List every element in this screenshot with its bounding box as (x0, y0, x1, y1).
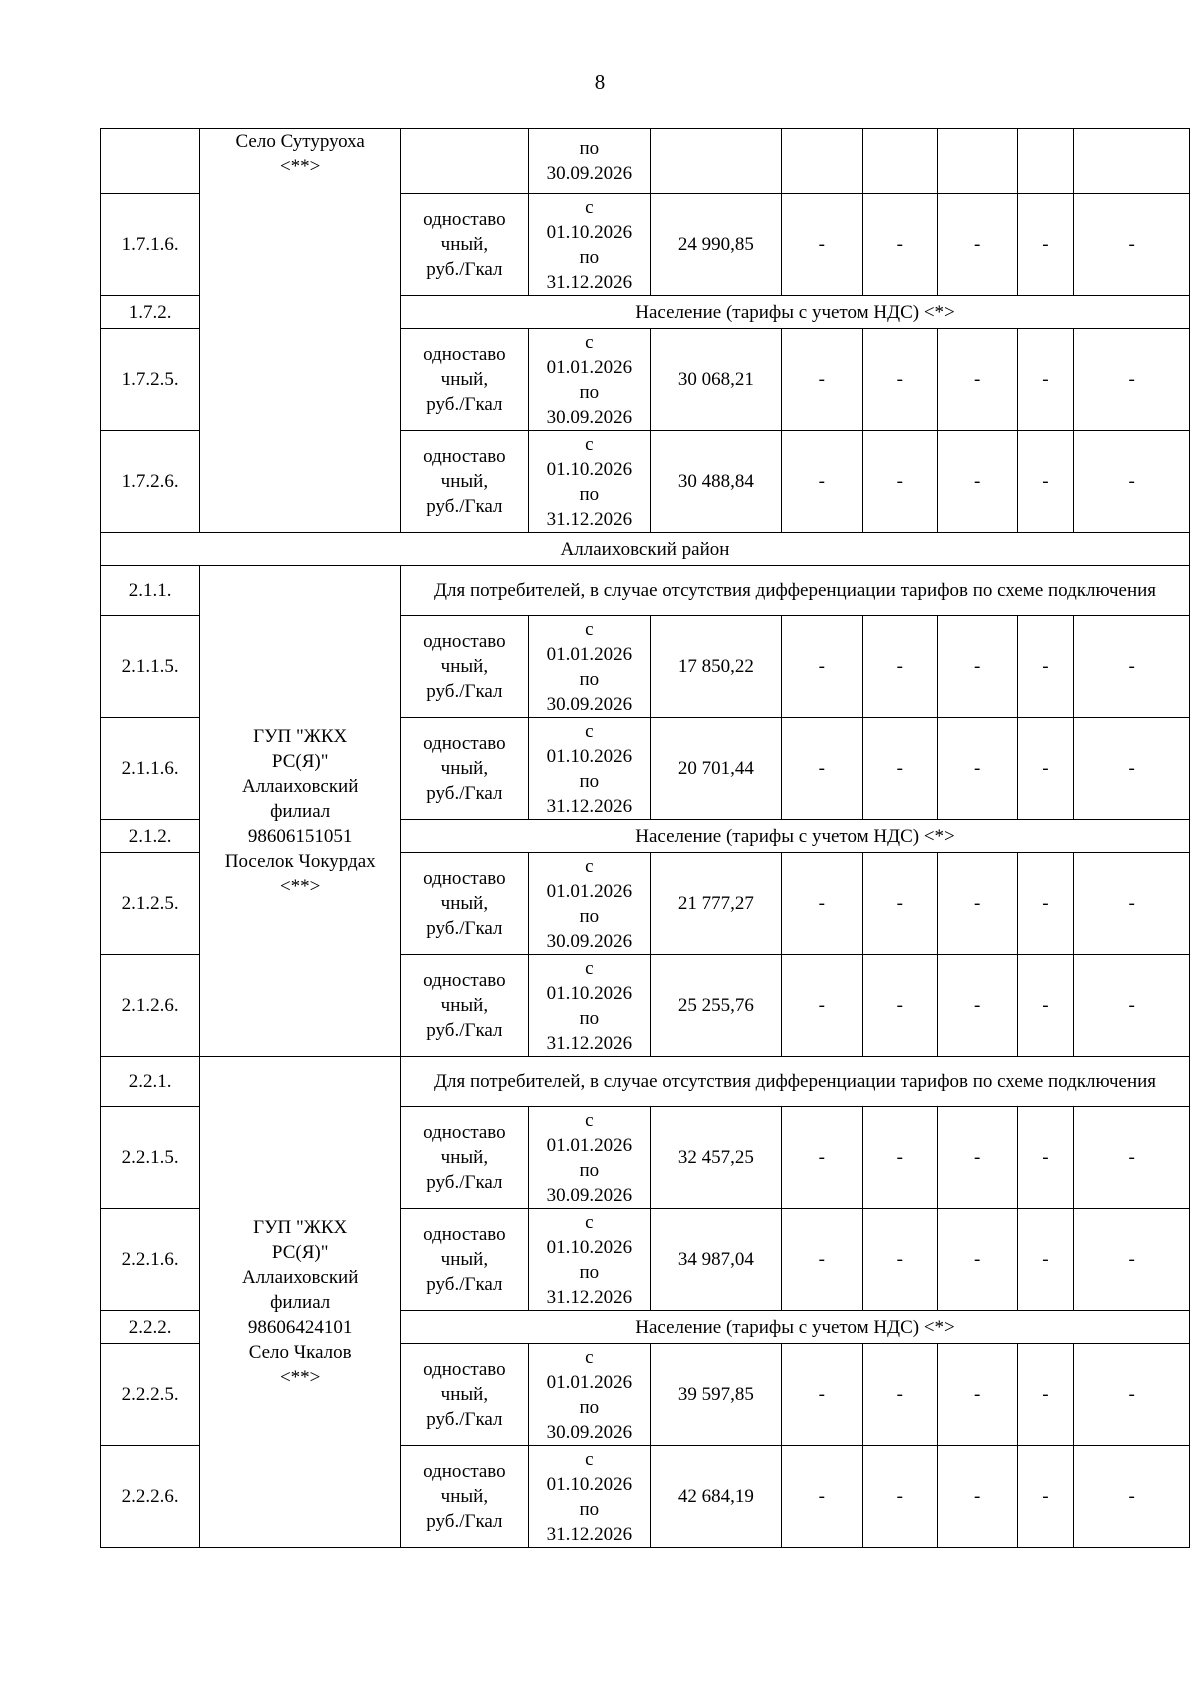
tariff-table (100, 128, 1190, 1548)
dash-cell: - (862, 1344, 937, 1446)
value-cell: 17 850,22 (650, 616, 781, 718)
tariff-type-cell: одноставо чный, руб./Гкал (401, 329, 529, 431)
district-row (101, 533, 1190, 566)
group-label-cell: Население (тарифы с учетом НДС) <*> (401, 1311, 1190, 1344)
value-cell: 24 990,85 (650, 194, 781, 296)
row-number-cell (101, 129, 200, 194)
dash-cell: - (862, 431, 937, 533)
tariff-type-cell: одноставо чный, руб./Гкал (401, 1209, 529, 1311)
dash-cell: - (1074, 718, 1190, 820)
group-label-cell: Население (тарифы с учетом НДС) <*> (401, 296, 1190, 329)
dash-cell: - (1017, 1107, 1074, 1209)
dash-cell: - (862, 194, 937, 296)
period-cell: с 01.01.2026 по 30.09.2026 (528, 853, 650, 955)
tariff-type-cell: одноставо чный, руб./Гкал (401, 1107, 529, 1209)
dash-cell: - (937, 853, 1017, 955)
dash-cell: - (1017, 431, 1074, 533)
tariff-type-cell: одноставо чный, руб./Гкал (401, 616, 529, 718)
value-cell: 20 701,44 (650, 718, 781, 820)
dash-cell: - (1017, 616, 1074, 718)
dash-cell: - (1017, 955, 1074, 1057)
dash-cell: - (862, 616, 937, 718)
period-cell: с 01.01.2026 по 30.09.2026 (528, 1107, 650, 1209)
empty-cell (781, 129, 862, 194)
period-cell: с 01.01.2026 по 30.09.2026 (528, 616, 650, 718)
dash-cell: - (937, 1107, 1017, 1209)
tariff-type-cell: одноставо чный, руб./Гкал (401, 718, 529, 820)
dash-cell: - (1074, 1107, 1190, 1209)
tariff-type-cell: одноставо чный, руб./Гкал (401, 1446, 529, 1548)
dash-cell: - (781, 616, 862, 718)
tariff-type-cell: одноставо чный, руб./Гкал (401, 431, 529, 533)
period-cell: с 01.01.2026 по 30.09.2026 (528, 329, 650, 431)
value-cell: 30 068,21 (650, 329, 781, 431)
row-number-cell: 2.1.2.5. (101, 853, 200, 955)
group-label-cell: Для потребителей, в случае отсутствия дифференциации тарифов по схеме подключения (401, 566, 1190, 616)
period-cell: по 30.09.2026 (528, 129, 650, 194)
tariff-type-cell: одноставо чный, руб./Гкал (401, 1344, 529, 1446)
dash-cell: - (1017, 718, 1074, 820)
dash-cell: - (937, 329, 1017, 431)
dash-cell: - (1017, 1209, 1074, 1311)
period-cell: с 01.10.2026 по 31.12.2026 (528, 194, 650, 296)
empty-cell (937, 129, 1017, 194)
table-row (101, 129, 1190, 194)
row-number-cell: 2.1.1.6. (101, 718, 200, 820)
table-row (101, 1057, 1190, 1107)
dash-cell: - (781, 329, 862, 431)
dash-cell: - (1074, 194, 1190, 296)
row-number-cell: 2.1.1. (101, 566, 200, 616)
dash-cell: - (1074, 1209, 1190, 1311)
table-row (101, 566, 1190, 616)
value-cell: 39 597,85 (650, 1344, 781, 1446)
dash-cell: - (781, 431, 862, 533)
dash-cell: - (1017, 853, 1074, 955)
period-cell: с 01.10.2026 по 31.12.2026 (528, 955, 650, 1057)
dash-cell: - (862, 1446, 937, 1548)
dash-cell: - (862, 1209, 937, 1311)
value-cell: 25 255,76 (650, 955, 781, 1057)
dash-cell: - (1074, 329, 1190, 431)
period-cell: с 01.10.2026 по 31.12.2026 (528, 1209, 650, 1311)
dash-cell: - (937, 1446, 1017, 1548)
period-cell: с 01.10.2026 по 31.12.2026 (528, 1446, 650, 1548)
row-number-cell: 1.7.2.6. (101, 431, 200, 533)
dash-cell: - (862, 329, 937, 431)
period-cell: с 01.10.2026 по 31.12.2026 (528, 431, 650, 533)
organization-cell: Село Сутуруоха <**> (200, 129, 401, 533)
dash-cell: - (781, 853, 862, 955)
dash-cell: - (1017, 329, 1074, 431)
row-number-cell: 2.1.2. (101, 820, 200, 853)
value-cell (650, 129, 781, 194)
period-cell: с 01.10.2026 по 31.12.2026 (528, 718, 650, 820)
empty-cell (1074, 129, 1190, 194)
dash-cell: - (862, 718, 937, 820)
district-header: Аллаиховский район (101, 533, 1190, 566)
dash-cell: - (937, 1209, 1017, 1311)
dash-cell: - (781, 1344, 862, 1446)
row-number-cell: 2.1.2.6. (101, 955, 200, 1057)
dash-cell: - (1074, 1446, 1190, 1548)
dash-cell: - (781, 1446, 862, 1548)
dash-cell: - (937, 616, 1017, 718)
row-number-cell: 2.2.2.6. (101, 1446, 200, 1548)
dash-cell: - (1074, 1344, 1190, 1446)
dash-cell: - (1074, 853, 1190, 955)
dash-cell: - (1074, 431, 1190, 533)
row-number-cell: 2.2.2.5. (101, 1344, 200, 1446)
row-number-cell: 1.7.2. (101, 296, 200, 329)
dash-cell: - (1017, 1446, 1074, 1548)
row-number-cell: 1.7.1.6. (101, 194, 200, 296)
group-label-cell: Для потребителей, в случае отсутствия дифференциации тарифов по схеме подключения (401, 1057, 1190, 1107)
dash-cell: - (937, 955, 1017, 1057)
dash-cell: - (781, 194, 862, 296)
dash-cell: - (937, 194, 1017, 296)
empty-cell (1017, 129, 1074, 194)
value-cell: 34 987,04 (650, 1209, 781, 1311)
organization-cell: ГУП "ЖКХ РС(Я)" Аллаиховский филиал 98606151051 Поселок Чокурдах <**> (200, 566, 401, 1057)
dash-cell: - (1017, 1344, 1074, 1446)
dash-cell: - (937, 431, 1017, 533)
group-label-cell: Население (тарифы с учетом НДС) <*> (401, 820, 1190, 853)
value-cell: 42 684,19 (650, 1446, 781, 1548)
value-cell: 30 488,84 (650, 431, 781, 533)
dash-cell: - (1017, 194, 1074, 296)
tariff-type-cell: одноставо чный, руб./Гкал (401, 955, 529, 1057)
dash-cell: - (937, 1344, 1017, 1446)
row-number-cell: 1.7.2.5. (101, 329, 200, 431)
row-number-cell: 2.2.1. (101, 1057, 200, 1107)
row-number-cell: 2.2.2. (101, 1311, 200, 1344)
period-cell: с 01.01.2026 по 30.09.2026 (528, 1344, 650, 1446)
empty-cell (862, 129, 937, 194)
dash-cell: - (1074, 955, 1190, 1057)
dash-cell: - (781, 718, 862, 820)
tariff-type-cell: одноставо чный, руб./Гкал (401, 853, 529, 955)
dash-cell: - (937, 718, 1017, 820)
organization-cell: ГУП "ЖКХ РС(Я)" Аллаиховский филиал 98606424101 Село Чкалов <**> (200, 1057, 401, 1548)
row-number-cell: 2.2.1.6. (101, 1209, 200, 1311)
tariff-type-cell (401, 129, 529, 194)
dash-cell: - (781, 1107, 862, 1209)
tariff-type-cell: одноставо чный, руб./Гкал (401, 194, 529, 296)
value-cell: 32 457,25 (650, 1107, 781, 1209)
dash-cell: - (862, 853, 937, 955)
dash-cell: - (862, 1107, 937, 1209)
dash-cell: - (781, 955, 862, 1057)
dash-cell: - (781, 1209, 862, 1311)
row-number-cell: 2.2.1.5. (101, 1107, 200, 1209)
dash-cell: - (862, 955, 937, 1057)
row-number-cell: 2.1.1.5. (101, 616, 200, 718)
dash-cell: - (1074, 616, 1190, 718)
value-cell: 21 777,27 (650, 853, 781, 955)
page-number: 8 (594, 70, 606, 94)
